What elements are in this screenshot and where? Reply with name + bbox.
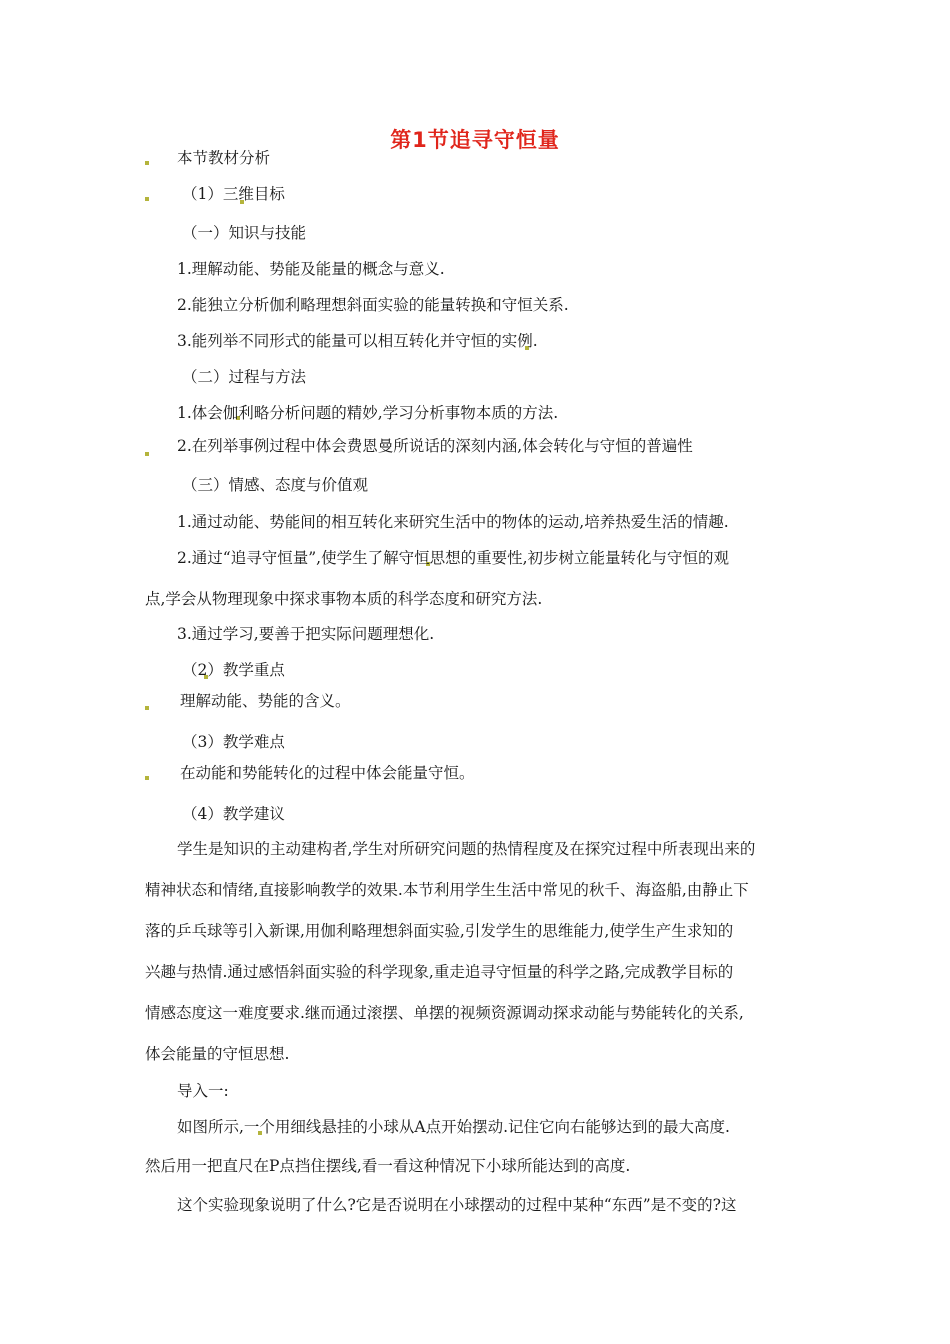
list-item: 2.在列举事例过程中体会费恩曼所说话的深刻内涵,体会转化与守恒的普遍性 [177,437,693,455]
margin-marker [145,452,149,456]
list-item: 1.通过动能、势能间的相互转化来研究生活中的物体的运动,培养热爱生活的情趣. [177,513,729,531]
paragraph-line: 然后用一把直尺在P点挡住摆线,看一看这种情况下小球所能达到的高度. [145,1157,631,1175]
page-title: 第1节追寻守恒量 [390,128,560,152]
margin-marker [145,706,149,710]
paragraph-line: 学生是知识的主动建构者,学生对所研究问题的热情程度及在探究过程中所表现出来的 [177,840,756,858]
list-item: 1.体会伽利略分析问题的精妙,学习分析事物本质的方法. [177,404,559,422]
list-item: 3.能列举不同形式的能量可以相互转化并守恒的实例. [177,332,538,350]
list-item: 3.通过学习,要善于把实际问题理想化. [177,625,435,643]
paragraph-line: 兴趣与热情.通过感悟斜面实验的科学现象,重走追寻守恒量的科学之路,完成教学目标的 [145,963,734,981]
paragraph-line: 理解动能、势能的含义。 [180,692,351,710]
list-item: 2.能独立分析伽利略理想斜面实验的能量转换和守恒关系. [177,296,569,314]
list-item: 2.通过“追寻守恒量”,使学生了解守恒思想的重要性,初步树立能量转化与守恒的观 [177,549,729,567]
subsection-heading: （2）教学重点 [182,661,285,679]
paragraph-line: 点,学会从物理现象中探求事物本质的科学态度和研究方法. [145,590,543,608]
paragraph-line: 体会能量的守恒思想. [145,1045,290,1063]
subsection-heading: （1）三维目标 [182,185,285,203]
section-heading: 本节教材分析 [177,149,271,167]
subsection-heading: （3）教学难点 [182,733,285,751]
paragraph-line: 精神状态和情绪,直接影响教学的效果.本节利用学生生活中常见的秋千、海盗船,由静止下 [145,881,749,899]
paragraph-line: 如图所示,一个用细线悬挂的小球从A点开始摆动.记住它向右能够达到的最大高度. [177,1118,730,1136]
paragraph-line: 落的乒乓球等引入新课,用伽利略理想斜面实验,引发学生的思维能力,使学生产生求知的 [145,922,734,940]
subsection-heading: （三）情感、态度与价值观 [182,476,369,494]
margin-marker [145,776,149,780]
paragraph-line: 导入一: [177,1082,229,1100]
paragraph-line: 在动能和势能转化的过程中体会能量守恒。 [180,764,475,782]
paragraph-line: 这个实验现象说明了什么?它是否说明在小球摆动的过程中某种“东西”是不变的?这 [177,1196,737,1214]
margin-marker [145,197,149,201]
subsection-heading: （4）教学建议 [182,805,285,823]
subsection-heading: （一）知识与技能 [182,224,307,242]
subsection-heading: （二）过程与方法 [182,368,307,386]
list-item: 1.理解动能、势能及能量的概念与意义. [177,260,445,278]
paragraph-line: 情感态度这一难度要求.继而通过滚摆、单摆的视频资源调动探求动能与势能转化的关系, [145,1004,744,1022]
margin-marker [145,161,149,165]
